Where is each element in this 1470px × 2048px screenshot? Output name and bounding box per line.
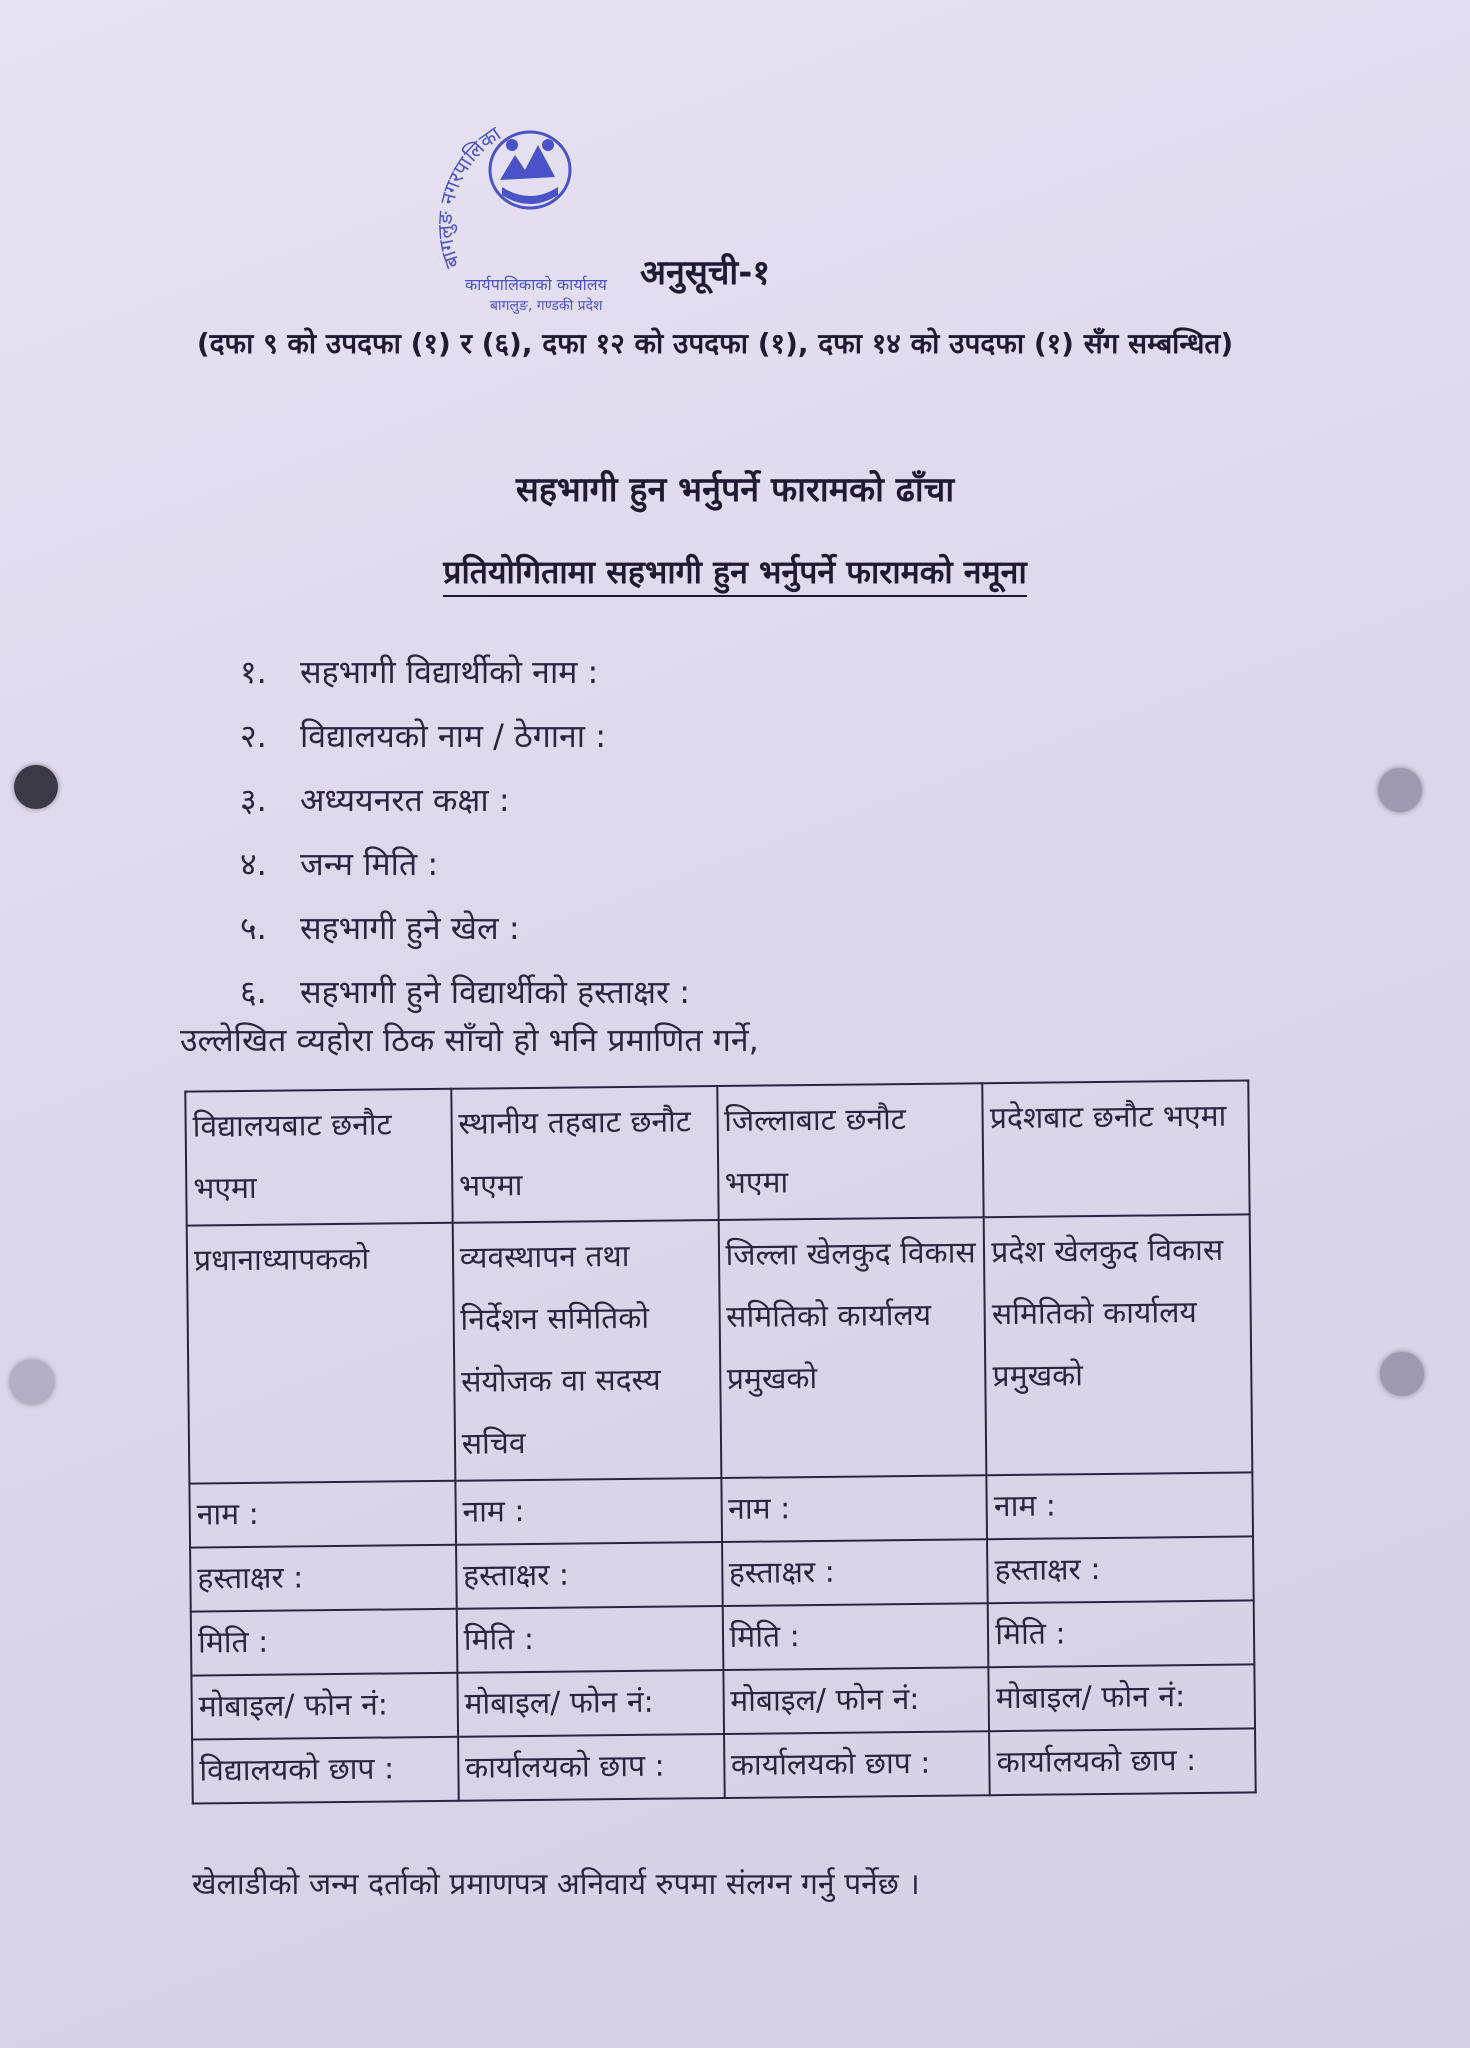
table-cell: नाम : bbox=[721, 1475, 987, 1542]
table-cell: मोबाइल/ फोन नं: bbox=[191, 1673, 457, 1740]
punch-hole-right-top bbox=[1378, 768, 1422, 812]
form-field: ४. जन्म मिति : bbox=[240, 845, 439, 883]
clause-reference: (दफा ९ को उपदफा (१) र (६), दफा १२ को उपदफा (१), दफा १४ को उपदफा (१) सँग सम्बन्धित) bbox=[196, 327, 1234, 360]
form-field: ६. सहभागी हुने विद्यार्थीको हस्ताक्षर : bbox=[240, 973, 691, 1011]
svg-text:बागलुङ नगरपालिका: बागलुङ नगरपालिका bbox=[432, 121, 506, 272]
form-field-list bbox=[240, 640, 690, 1024]
form-field: ३. अध्ययनरत कक्षा : bbox=[240, 781, 510, 819]
table-cell: मोबाइल/ फोन नं: bbox=[457, 1670, 723, 1737]
table-cell: मिति : bbox=[456, 1606, 722, 1673]
table-cell: विद्यालयको छाप : bbox=[192, 1737, 458, 1804]
table-cell: हस्ताक्षर : bbox=[456, 1542, 722, 1609]
table-cell: विद्यालयबाट छनौट भएमा bbox=[185, 1089, 452, 1226]
punch-hole-left-top bbox=[14, 765, 58, 809]
table-cell: हस्ताक्षर : bbox=[987, 1536, 1253, 1603]
table-cell: मिति : bbox=[988, 1600, 1254, 1667]
table-cell: व्यवस्थापन तथा निर्देशन समितिको संयोजक वा सदस्य सचिव bbox=[452, 1220, 720, 1481]
seal-emblem-icon bbox=[430, 115, 670, 315]
table-cell: नाम : bbox=[987, 1472, 1253, 1539]
certification-table bbox=[184, 1079, 1256, 1804]
footer-note: खेलाडीको जन्म दर्ताको प्रमाणपत्र अनिवार्य रुपमा संलग्न गर्नु पर्नेछ । bbox=[192, 1867, 920, 1902]
table-cell: नाम : bbox=[189, 1481, 455, 1548]
form-title: सहभागी हुन भर्नुपर्ने फारामको ढाँचा bbox=[515, 470, 955, 510]
table-row bbox=[190, 1536, 1254, 1611]
punch-hole-right-bottom bbox=[1380, 1352, 1424, 1396]
form-field: १. सहभागी विद्यार्थीको नाम : bbox=[240, 653, 599, 691]
punch-hole-left-bottom bbox=[10, 1360, 54, 1404]
form-field: २. विद्यालयको नाम / ठेगाना : bbox=[240, 717, 607, 755]
table-row bbox=[191, 1664, 1255, 1739]
svg-text:कार्यपालिकाको कार्यालय: कार्यपालिकाको कार्यालय bbox=[465, 275, 607, 294]
table-cell: हस्ताक्षर : bbox=[190, 1545, 456, 1612]
table-row bbox=[189, 1472, 1253, 1547]
table-cell: मिति : bbox=[722, 1603, 988, 1670]
schedule-number: अनुसूची-१ bbox=[640, 253, 771, 293]
table-cell: कार्यालयको छाप : bbox=[458, 1734, 724, 1801]
form-field: ५. सहभागी हुने खेल : bbox=[240, 909, 520, 947]
table-cell: कार्यालयको छाप : bbox=[989, 1728, 1255, 1795]
table-cell: प्रधानाध्यापकको bbox=[187, 1223, 455, 1484]
table-cell: जिल्ला खेलकुद विकास समितिको कार्यालय प्रमुखको bbox=[718, 1217, 986, 1478]
table-cell: प्रदेशबाट छनौट भएमा bbox=[983, 1080, 1250, 1217]
table-row bbox=[187, 1214, 1253, 1483]
table-cell: मोबाइल/ फोन नं: bbox=[723, 1667, 989, 1734]
table-cell: मिति : bbox=[191, 1609, 457, 1676]
certification-statement: उल्लेखित व्यहोरा ठिक साँचो हो भनि प्रमाणित गर्ने, bbox=[180, 1021, 759, 1059]
table-row bbox=[185, 1080, 1249, 1225]
table-cell: जिल्लाबाट छनौट भएमा bbox=[717, 1083, 984, 1220]
table-cell: हस्ताक्षर : bbox=[722, 1539, 988, 1606]
office-seal-stamp bbox=[430, 115, 670, 315]
form-subtitle: प्रतियोगितामा सहभागी हुन भर्नुपर्ने फारामको नमूना bbox=[0, 550, 1470, 593]
table-cell: कार्यालयको छाप : bbox=[724, 1731, 990, 1798]
table-cell: प्रदेश खेलकुद विकास समितिको कार्यालय प्रमुखको bbox=[984, 1214, 1252, 1475]
table-cell: नाम : bbox=[455, 1478, 721, 1545]
table-cell: स्थानीय तहबाट छनौट भएमा bbox=[451, 1086, 718, 1223]
table-row bbox=[191, 1600, 1255, 1675]
svg-text:बागलुङ, गण्डकी प्रदेश: बागलुङ, गण्डकी प्रदेश bbox=[490, 298, 603, 314]
table-cell: मोबाइल/ फोन नं: bbox=[989, 1664, 1255, 1731]
table-row bbox=[192, 1728, 1256, 1803]
